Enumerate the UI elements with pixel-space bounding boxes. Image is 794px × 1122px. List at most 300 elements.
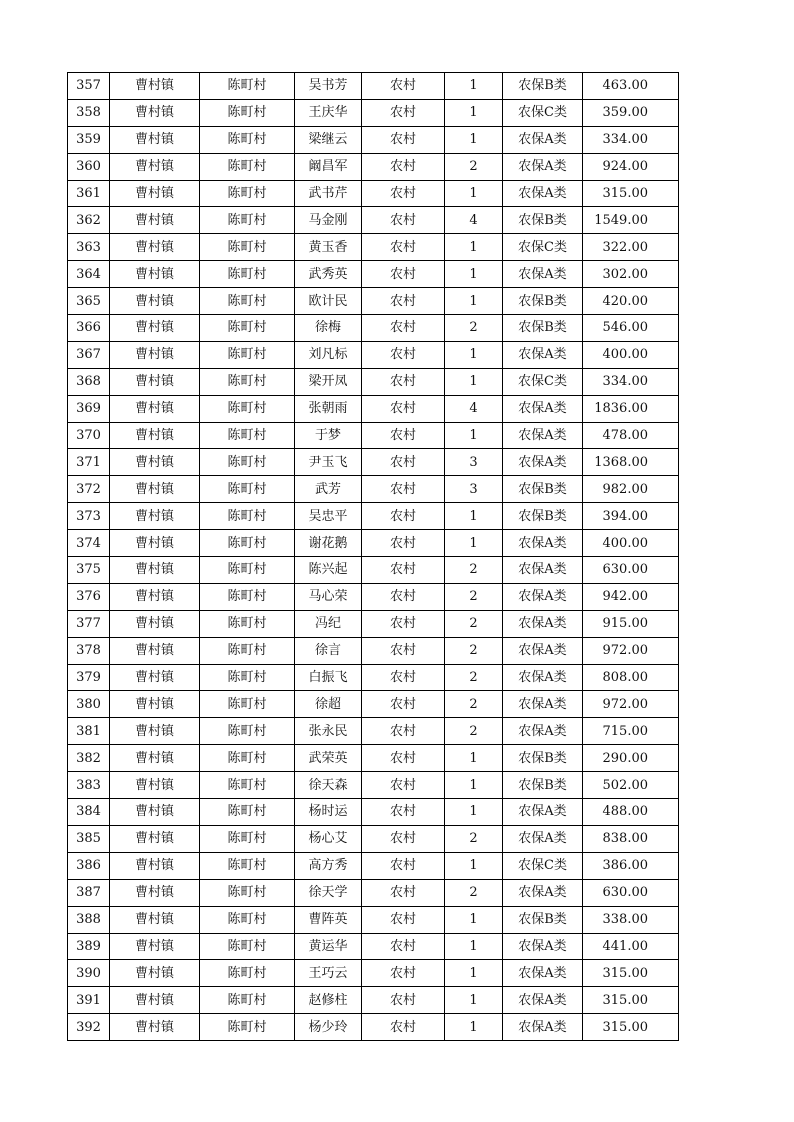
person-name-cell: 徐天森 <box>295 772 362 799</box>
member-count-cell: 2 <box>445 557 503 584</box>
table-row <box>68 772 679 799</box>
town-cell: 曹村镇 <box>110 745 200 772</box>
amount-cell: 488.00 <box>583 799 679 826</box>
person-name-cell: 武秀英 <box>295 261 362 288</box>
row-number-cell: 386 <box>68 852 110 879</box>
person-name-cell: 欧计民 <box>295 288 362 315</box>
amount-cell: 942.00 <box>583 583 679 610</box>
insurance-category-cell: 农保A类 <box>503 799 583 826</box>
table-row <box>68 207 679 234</box>
row-number-cell: 391 <box>68 987 110 1014</box>
household-type-cell: 农村 <box>362 610 445 637</box>
row-number-cell: 360 <box>68 153 110 180</box>
member-count-cell: 2 <box>445 315 503 342</box>
row-number-cell: 361 <box>68 180 110 207</box>
row-number-cell: 375 <box>68 557 110 584</box>
village-cell: 陈町村 <box>200 153 295 180</box>
village-cell: 陈町村 <box>200 718 295 745</box>
table-row <box>68 637 679 664</box>
town-cell: 曹村镇 <box>110 879 200 906</box>
village-cell: 陈町村 <box>200 449 295 476</box>
town-cell: 曹村镇 <box>110 126 200 153</box>
village-cell: 陈町村 <box>200 664 295 691</box>
member-count-cell: 1 <box>445 1014 503 1041</box>
amount-cell: 982.00 <box>583 476 679 503</box>
town-cell: 曹村镇 <box>110 772 200 799</box>
member-count-cell: 2 <box>445 825 503 852</box>
table-row <box>68 879 679 906</box>
person-name-cell: 徐言 <box>295 637 362 664</box>
person-name-cell: 武芳 <box>295 476 362 503</box>
amount-cell: 1836.00 <box>583 395 679 422</box>
member-count-cell: 1 <box>445 987 503 1014</box>
insurance-category-cell: 农保A类 <box>503 933 583 960</box>
town-cell: 曹村镇 <box>110 718 200 745</box>
member-count-cell: 2 <box>445 664 503 691</box>
row-number-cell: 378 <box>68 637 110 664</box>
town-cell: 曹村镇 <box>110 261 200 288</box>
member-count-cell: 2 <box>445 637 503 664</box>
table-row <box>68 503 679 530</box>
household-type-cell: 农村 <box>362 691 445 718</box>
household-type-cell: 农村 <box>362 99 445 126</box>
row-number-cell: 382 <box>68 745 110 772</box>
table-row <box>68 368 679 395</box>
village-cell: 陈町村 <box>200 126 295 153</box>
row-number-cell: 357 <box>68 73 110 100</box>
village-cell: 陈町村 <box>200 987 295 1014</box>
insurance-category-cell: 农保A类 <box>503 825 583 852</box>
person-name-cell: 徐超 <box>295 691 362 718</box>
insurance-category-cell: 农保A类 <box>503 261 583 288</box>
row-number-cell: 379 <box>68 664 110 691</box>
member-count-cell: 1 <box>445 772 503 799</box>
row-number-cell: 389 <box>68 933 110 960</box>
household-type-cell: 农村 <box>362 718 445 745</box>
member-count-cell: 1 <box>445 530 503 557</box>
row-number-cell: 367 <box>68 341 110 368</box>
town-cell: 曹村镇 <box>110 691 200 718</box>
table-row <box>68 933 679 960</box>
insurance-category-cell: 农保A类 <box>503 422 583 449</box>
table-row <box>68 906 679 933</box>
person-name-cell: 杨时运 <box>295 799 362 826</box>
household-type-cell: 农村 <box>362 772 445 799</box>
village-cell: 陈町村 <box>200 825 295 852</box>
member-count-cell: 1 <box>445 960 503 987</box>
insurance-category-cell: 农保C类 <box>503 99 583 126</box>
person-name-cell: 阚昌军 <box>295 153 362 180</box>
person-name-cell: 马金刚 <box>295 207 362 234</box>
member-count-cell: 2 <box>445 610 503 637</box>
town-cell: 曹村镇 <box>110 73 200 100</box>
village-cell: 陈町村 <box>200 180 295 207</box>
person-name-cell: 谢花鹅 <box>295 530 362 557</box>
town-cell: 曹村镇 <box>110 368 200 395</box>
person-name-cell: 吴忠平 <box>295 503 362 530</box>
insurance-category-cell: 农保C类 <box>503 234 583 261</box>
row-number-cell: 364 <box>68 261 110 288</box>
table-row <box>68 825 679 852</box>
person-name-cell: 武荣英 <box>295 745 362 772</box>
amount-cell: 630.00 <box>583 557 679 584</box>
member-count-cell: 2 <box>445 583 503 610</box>
insurance-category-cell: 农保B类 <box>503 476 583 503</box>
insurance-category-cell: 农保C类 <box>503 852 583 879</box>
person-name-cell: 梁继云 <box>295 126 362 153</box>
amount-cell: 315.00 <box>583 987 679 1014</box>
household-type-cell: 农村 <box>362 288 445 315</box>
household-type-cell: 农村 <box>362 153 445 180</box>
table-row <box>68 315 679 342</box>
town-cell: 曹村镇 <box>110 637 200 664</box>
insurance-category-cell: 农保A类 <box>503 153 583 180</box>
household-type-cell: 农村 <box>362 368 445 395</box>
row-number-cell: 362 <box>68 207 110 234</box>
household-type-cell: 农村 <box>362 879 445 906</box>
town-cell: 曹村镇 <box>110 583 200 610</box>
amount-cell: 359.00 <box>583 99 679 126</box>
table-row <box>68 395 679 422</box>
town-cell: 曹村镇 <box>110 449 200 476</box>
village-cell: 陈町村 <box>200 852 295 879</box>
table-row <box>68 288 679 315</box>
household-type-cell: 农村 <box>362 557 445 584</box>
household-type-cell: 农村 <box>362 664 445 691</box>
row-number-cell: 365 <box>68 288 110 315</box>
person-name-cell: 张永民 <box>295 718 362 745</box>
town-cell: 曹村镇 <box>110 825 200 852</box>
town-cell: 曹村镇 <box>110 987 200 1014</box>
insurance-category-cell: 农保C类 <box>503 368 583 395</box>
member-count-cell: 4 <box>445 207 503 234</box>
amount-cell: 478.00 <box>583 422 679 449</box>
village-cell: 陈町村 <box>200 1014 295 1041</box>
table-row <box>68 960 679 987</box>
member-count-cell: 1 <box>445 73 503 100</box>
insurance-category-cell: 农保A类 <box>503 879 583 906</box>
table-row <box>68 449 679 476</box>
village-cell: 陈町村 <box>200 933 295 960</box>
insurance-category-cell: 农保B类 <box>503 503 583 530</box>
person-name-cell: 赵修柱 <box>295 987 362 1014</box>
table-row <box>68 745 679 772</box>
village-cell: 陈町村 <box>200 73 295 100</box>
insurance-category-cell: 农保B类 <box>503 207 583 234</box>
amount-cell: 420.00 <box>583 288 679 315</box>
town-cell: 曹村镇 <box>110 1014 200 1041</box>
village-cell: 陈町村 <box>200 637 295 664</box>
row-number-cell: 383 <box>68 772 110 799</box>
table-row <box>68 476 679 503</box>
table-row <box>68 691 679 718</box>
town-cell: 曹村镇 <box>110 422 200 449</box>
household-type-cell: 农村 <box>362 261 445 288</box>
row-number-cell: 388 <box>68 906 110 933</box>
household-type-cell: 农村 <box>362 73 445 100</box>
insurance-category-cell: 农保A类 <box>503 180 583 207</box>
household-type-cell: 农村 <box>362 637 445 664</box>
amount-cell: 334.00 <box>583 126 679 153</box>
insurance-category-cell: 农保A类 <box>503 637 583 664</box>
household-type-cell: 农村 <box>362 449 445 476</box>
row-number-cell: 376 <box>68 583 110 610</box>
household-type-cell: 农村 <box>362 745 445 772</box>
table-row <box>68 422 679 449</box>
amount-cell: 315.00 <box>583 1014 679 1041</box>
village-cell: 陈町村 <box>200 772 295 799</box>
household-type-cell: 农村 <box>362 960 445 987</box>
village-cell: 陈町村 <box>200 395 295 422</box>
household-type-cell: 农村 <box>362 422 445 449</box>
row-number-cell: 381 <box>68 718 110 745</box>
member-count-cell: 2 <box>445 153 503 180</box>
insurance-category-cell: 农保A类 <box>503 449 583 476</box>
member-count-cell: 1 <box>445 126 503 153</box>
amount-cell: 502.00 <box>583 772 679 799</box>
village-cell: 陈町村 <box>200 583 295 610</box>
member-count-cell: 1 <box>445 341 503 368</box>
amount-cell: 290.00 <box>583 745 679 772</box>
member-count-cell: 1 <box>445 234 503 261</box>
household-type-cell: 农村 <box>362 530 445 557</box>
table-row <box>68 153 679 180</box>
amount-cell: 630.00 <box>583 879 679 906</box>
amount-cell: 315.00 <box>583 180 679 207</box>
row-number-cell: 358 <box>68 99 110 126</box>
person-name-cell: 王庆华 <box>295 99 362 126</box>
person-name-cell: 杨心艾 <box>295 825 362 852</box>
row-number-cell: 359 <box>68 126 110 153</box>
amount-cell: 915.00 <box>583 610 679 637</box>
member-count-cell: 3 <box>445 449 503 476</box>
amount-cell: 315.00 <box>583 960 679 987</box>
insurance-category-cell: 农保A类 <box>503 1014 583 1041</box>
person-name-cell: 杨少玲 <box>295 1014 362 1041</box>
village-cell: 陈町村 <box>200 879 295 906</box>
village-cell: 陈町村 <box>200 261 295 288</box>
town-cell: 曹村镇 <box>110 341 200 368</box>
household-type-cell: 农村 <box>362 234 445 261</box>
insurance-category-cell: 农保A类 <box>503 557 583 584</box>
row-number-cell: 372 <box>68 476 110 503</box>
household-type-cell: 农村 <box>362 583 445 610</box>
member-count-cell: 2 <box>445 691 503 718</box>
insurance-category-cell: 农保A类 <box>503 583 583 610</box>
village-cell: 陈町村 <box>200 315 295 342</box>
amount-cell: 924.00 <box>583 153 679 180</box>
town-cell: 曹村镇 <box>110 610 200 637</box>
member-count-cell: 1 <box>445 180 503 207</box>
town-cell: 曹村镇 <box>110 906 200 933</box>
row-number-cell: 377 <box>68 610 110 637</box>
row-number-cell: 384 <box>68 799 110 826</box>
table-row <box>68 664 679 691</box>
row-number-cell: 380 <box>68 691 110 718</box>
village-cell: 陈町村 <box>200 341 295 368</box>
insurance-category-cell: 农保A类 <box>503 610 583 637</box>
person-name-cell: 白振飞 <box>295 664 362 691</box>
table-row <box>68 73 679 100</box>
row-number-cell: 387 <box>68 879 110 906</box>
beneficiary-table <box>67 72 679 1041</box>
person-name-cell: 王巧云 <box>295 960 362 987</box>
row-number-cell: 366 <box>68 315 110 342</box>
amount-cell: 463.00 <box>583 73 679 100</box>
member-count-cell: 1 <box>445 852 503 879</box>
insurance-category-cell: 农保A类 <box>503 691 583 718</box>
insurance-category-cell: 农保A类 <box>503 718 583 745</box>
amount-cell: 394.00 <box>583 503 679 530</box>
row-number-cell: 371 <box>68 449 110 476</box>
village-cell: 陈町村 <box>200 960 295 987</box>
table-row <box>68 557 679 584</box>
household-type-cell: 农村 <box>362 180 445 207</box>
person-name-cell: 黄玉香 <box>295 234 362 261</box>
town-cell: 曹村镇 <box>110 395 200 422</box>
insurance-category-cell: 农保A类 <box>503 987 583 1014</box>
village-cell: 陈町村 <box>200 99 295 126</box>
amount-cell: 1368.00 <box>583 449 679 476</box>
village-cell: 陈町村 <box>200 207 295 234</box>
member-count-cell: 4 <box>445 395 503 422</box>
person-name-cell: 徐梅 <box>295 315 362 342</box>
amount-cell: 400.00 <box>583 341 679 368</box>
table-row <box>68 583 679 610</box>
village-cell: 陈町村 <box>200 906 295 933</box>
amount-cell: 838.00 <box>583 825 679 852</box>
member-count-cell: 1 <box>445 99 503 126</box>
row-number-cell: 392 <box>68 1014 110 1041</box>
town-cell: 曹村镇 <box>110 557 200 584</box>
row-number-cell: 363 <box>68 234 110 261</box>
table-row <box>68 180 679 207</box>
village-cell: 陈町村 <box>200 422 295 449</box>
household-type-cell: 农村 <box>362 341 445 368</box>
member-count-cell: 1 <box>445 288 503 315</box>
amount-cell: 322.00 <box>583 234 679 261</box>
household-type-cell: 农村 <box>362 126 445 153</box>
person-name-cell: 吴书芳 <box>295 73 362 100</box>
person-name-cell: 陈兴起 <box>295 557 362 584</box>
amount-cell: 1549.00 <box>583 207 679 234</box>
member-count-cell: 1 <box>445 503 503 530</box>
table-row <box>68 341 679 368</box>
household-type-cell: 农村 <box>362 799 445 826</box>
table-row <box>68 234 679 261</box>
person-name-cell: 黄运华 <box>295 933 362 960</box>
person-name-cell: 高方秀 <box>295 852 362 879</box>
amount-cell: 808.00 <box>583 664 679 691</box>
table-row <box>68 1014 679 1041</box>
insurance-category-cell: 农保A类 <box>503 530 583 557</box>
member-count-cell: 2 <box>445 718 503 745</box>
person-name-cell: 武书芹 <box>295 180 362 207</box>
amount-cell: 715.00 <box>583 718 679 745</box>
amount-cell: 334.00 <box>583 368 679 395</box>
member-count-cell: 3 <box>445 476 503 503</box>
household-type-cell: 农村 <box>362 906 445 933</box>
person-name-cell: 冯纪 <box>295 610 362 637</box>
town-cell: 曹村镇 <box>110 799 200 826</box>
amount-cell: 972.00 <box>583 691 679 718</box>
village-cell: 陈町村 <box>200 557 295 584</box>
person-name-cell: 张朝雨 <box>295 395 362 422</box>
row-number-cell: 374 <box>68 530 110 557</box>
town-cell: 曹村镇 <box>110 315 200 342</box>
table-row <box>68 99 679 126</box>
person-name-cell: 于梦 <box>295 422 362 449</box>
member-count-cell: 1 <box>445 745 503 772</box>
person-name-cell: 梁开凤 <box>295 368 362 395</box>
row-number-cell: 385 <box>68 825 110 852</box>
row-number-cell: 369 <box>68 395 110 422</box>
town-cell: 曹村镇 <box>110 153 200 180</box>
insurance-category-cell: 农保A类 <box>503 126 583 153</box>
village-cell: 陈町村 <box>200 530 295 557</box>
amount-cell: 386.00 <box>583 852 679 879</box>
town-cell: 曹村镇 <box>110 234 200 261</box>
town-cell: 曹村镇 <box>110 476 200 503</box>
row-number-cell: 370 <box>68 422 110 449</box>
member-count-cell: 1 <box>445 906 503 933</box>
village-cell: 陈町村 <box>200 691 295 718</box>
member-count-cell: 1 <box>445 368 503 395</box>
town-cell: 曹村镇 <box>110 503 200 530</box>
table-row <box>68 261 679 288</box>
household-type-cell: 农村 <box>362 395 445 422</box>
town-cell: 曹村镇 <box>110 852 200 879</box>
insurance-category-cell: 农保B类 <box>503 288 583 315</box>
village-cell: 陈町村 <box>200 288 295 315</box>
row-number-cell: 368 <box>68 368 110 395</box>
amount-cell: 302.00 <box>583 261 679 288</box>
household-type-cell: 农村 <box>362 852 445 879</box>
insurance-category-cell: 农保B类 <box>503 315 583 342</box>
amount-cell: 972.00 <box>583 637 679 664</box>
household-type-cell: 农村 <box>362 825 445 852</box>
insurance-category-cell: 农保B类 <box>503 906 583 933</box>
row-number-cell: 373 <box>68 503 110 530</box>
person-name-cell: 曹阵英 <box>295 906 362 933</box>
member-count-cell: 1 <box>445 422 503 449</box>
village-cell: 陈町村 <box>200 503 295 530</box>
insurance-category-cell: 农保A类 <box>503 664 583 691</box>
household-type-cell: 农村 <box>362 987 445 1014</box>
amount-cell: 400.00 <box>583 530 679 557</box>
person-name-cell: 尹玉飞 <box>295 449 362 476</box>
village-cell: 陈町村 <box>200 799 295 826</box>
insurance-category-cell: 农保A类 <box>503 960 583 987</box>
town-cell: 曹村镇 <box>110 664 200 691</box>
town-cell: 曹村镇 <box>110 960 200 987</box>
insurance-category-cell: 农保B类 <box>503 73 583 100</box>
person-name-cell: 徐天学 <box>295 879 362 906</box>
amount-cell: 441.00 <box>583 933 679 960</box>
household-type-cell: 农村 <box>362 207 445 234</box>
town-cell: 曹村镇 <box>110 99 200 126</box>
person-name-cell: 刘凡标 <box>295 341 362 368</box>
town-cell: 曹村镇 <box>110 207 200 234</box>
table-row <box>68 718 679 745</box>
village-cell: 陈町村 <box>200 368 295 395</box>
town-cell: 曹村镇 <box>110 933 200 960</box>
village-cell: 陈町村 <box>200 476 295 503</box>
member-count-cell: 1 <box>445 933 503 960</box>
table-row <box>68 799 679 826</box>
amount-cell: 338.00 <box>583 906 679 933</box>
table-row <box>68 987 679 1014</box>
